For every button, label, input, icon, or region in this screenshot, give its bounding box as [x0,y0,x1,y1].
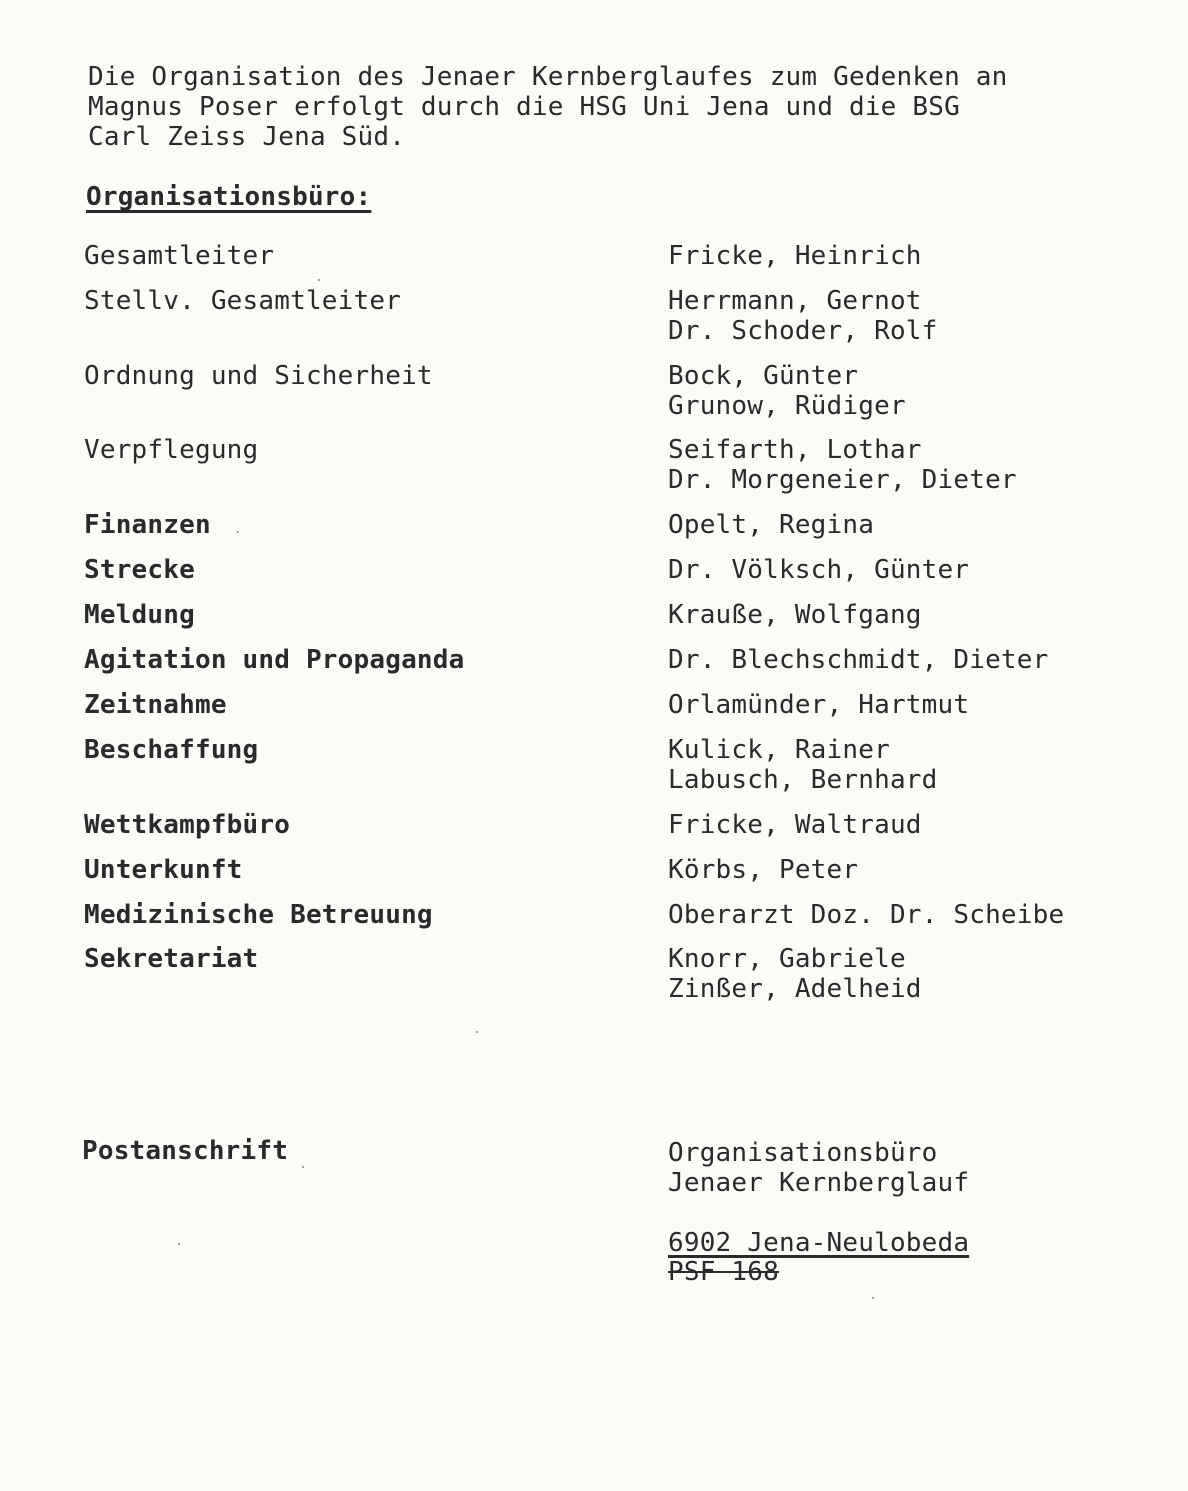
role-label: Strecke [84,555,195,585]
person-name: Krauße, Wolfgang [668,600,922,630]
role-names [668,555,969,585]
address-city: 6902 Jena-Neulobeda [668,1228,970,1258]
person-name: Dr. Schoder, Rolf [668,316,938,346]
role-label: Unterkunft [84,855,243,885]
role-label: Meldung [84,600,195,630]
paper-speck [318,279,320,281]
person-name: Grunow, Rüdiger [668,391,906,421]
intro-line-1: Die Organisation des Jenaer Kernberglaufes zum Gedenken an [88,62,1008,92]
role-names [668,435,1017,495]
person-name: Zinßer, Adelheid [668,974,922,1004]
paper-speck [302,1166,304,1168]
person-name: Dr. Völksch, Günter [668,555,970,585]
person-name: Dr. Morgeneier, Dieter [668,465,1017,495]
person-name: Körbs, Peter [668,855,859,885]
person-name: Orlamünder, Hartmut [668,690,970,720]
person-name: Bock, Günter [668,361,859,391]
person-name: Kulick, Rainer [668,735,890,765]
role-label: Beschaffung [84,735,259,765]
role-label: Gesamtleiter [84,241,275,271]
role-label: Ordnung und Sicherheit [84,361,433,391]
role-label: Agitation und Propaganda [84,645,465,675]
paper-speck [476,1031,478,1033]
role-label: Zeitnahme [84,690,227,720]
person-name: Oberarzt Doz. Dr. Scheibe [668,900,1065,930]
role-label: Finanzen [84,510,211,540]
person-name: Opelt, Regina [668,510,875,540]
role-names [668,855,858,885]
role-names [668,735,938,795]
postal-address-recipient [668,1138,969,1198]
intro-line-2: Magnus Poser erfolgt durch die HSG Uni Jena und die BSG [88,92,960,122]
person-name: Seifarth, Lothar [668,435,922,465]
role-names [668,600,922,630]
person-name: Knorr, Gabriele [668,944,906,974]
section-heading: Organisationsbüro: [86,182,372,212]
role-names [668,361,906,421]
role-names [668,645,1048,675]
postal-address-label: Postanschrift [82,1136,289,1166]
role-names [668,944,922,1004]
paper-speck [178,1243,180,1245]
person-name: Fricke, Heinrich [668,241,922,271]
person-name: Fricke, Waltraud [668,810,922,840]
intro-line-3: Carl Zeiss Jena Süd. [88,122,406,152]
role-label: Wettkampfbüro [84,810,291,840]
role-label: Medizinische Betreuung [84,900,433,930]
paper-speck [237,531,239,533]
person-name: Dr. Blechschmidt, Dieter [668,645,1049,675]
role-label: Verpflegung [84,435,259,465]
address-line: Organisationsbüro [668,1138,938,1168]
person-name: Labusch, Bernhard [668,765,938,795]
role-names [668,510,874,540]
role-names [668,900,1064,930]
role-label: Sekretariat [84,944,259,974]
role-names [668,286,938,346]
role-names [668,241,922,271]
role-names [668,810,922,840]
intro-paragraph [88,62,1168,152]
paper-speck [872,1297,874,1299]
address-po-box: PSF 168 [668,1257,779,1287]
role-label: Stellv. Gesamtleiter [84,286,402,316]
role-names [668,690,969,720]
person-name: Herrmann, Gernot [668,286,922,316]
address-line: Jenaer Kernberglauf [668,1168,970,1198]
